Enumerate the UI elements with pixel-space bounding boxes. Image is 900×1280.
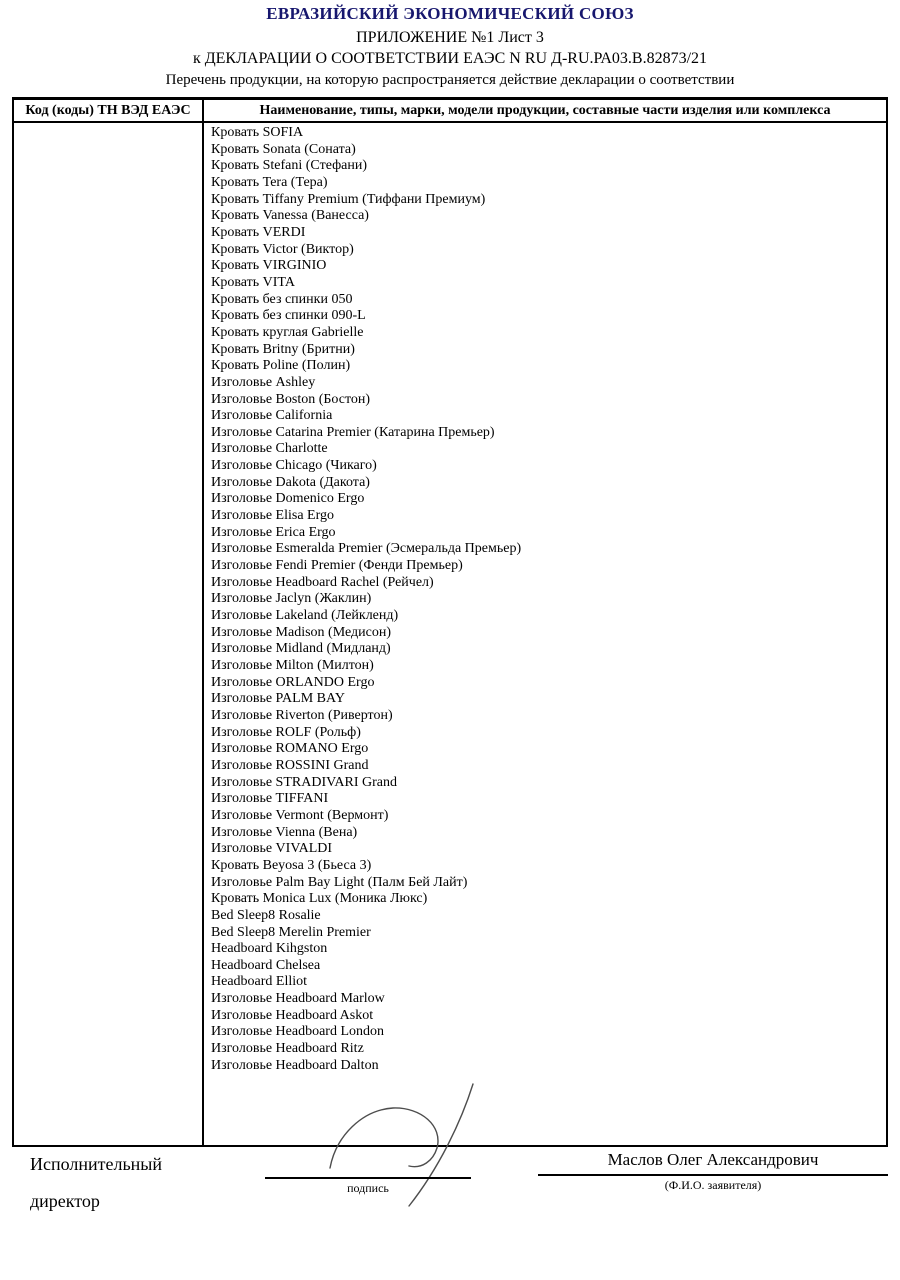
tnved-code-cell: [14, 123, 204, 1145]
product-item: Кровать VITA: [211, 274, 295, 290]
product-item: Изголовье Domenico Ergo: [211, 491, 365, 507]
product-item: Изголовье Charlotte: [211, 441, 328, 457]
product-item: Bed Sleep8 Rosalie: [211, 907, 321, 923]
product-item: Изголовье Fendi Premier (Фенди Премьер): [211, 558, 463, 574]
appendix-subtitle: ПРИЛОЖЕНИЕ №1 Лист 3: [356, 29, 544, 46]
signature-field: [265, 1177, 471, 1196]
product-item: Кровать круглая Gabrielle: [211, 324, 364, 340]
product-item: Кровать без спинки 050: [211, 291, 353, 307]
table-header-row: [14, 100, 886, 123]
product-item: Кровать Poline (Полин): [211, 358, 351, 374]
union-title: ЕВРАЗИЙСКИЙ ЭКОНОМИЧЕСКИЙ СОЮЗ: [266, 4, 634, 23]
product-item: Изголовье California: [211, 408, 333, 424]
product-item: Изголовье ORLANDO Ergo: [211, 674, 375, 690]
product-item: Headboard Elliot: [211, 974, 308, 990]
product-item: Headboard Chelsea: [211, 957, 321, 973]
document-header: [0, 4, 900, 89]
product-item: Изголовье Vermont (Вермонт): [211, 807, 389, 823]
product-scope-line: Перечень продукции, на которую распространяется действие декларации о соответствии: [165, 72, 735, 88]
product-item: Кровать Sonata (Соната): [211, 141, 356, 157]
product-item: Изголовье Esmeralda Premier (Эсмеральда Премьер): [211, 541, 522, 557]
product-item: Изголовье Erica Ergo: [211, 524, 336, 540]
product-item: Изголовье ROMANO Ergo: [211, 741, 369, 757]
products-table: [12, 97, 888, 1147]
product-item: Изголовье Catarina Premier (Катарина Премьер): [211, 424, 495, 440]
product-item: Изголовье Headboard Dalton: [211, 1057, 379, 1073]
product-item: Bed Sleep8 Merelin Premier: [211, 924, 371, 940]
product-item: Изголовье Milton (Милтон): [211, 658, 374, 673]
product-item: Изголовье PALM BAY: [211, 691, 345, 707]
product-item: Кровать без спинки 090-L: [211, 308, 366, 324]
product-item: Изголовье Ashley: [211, 374, 316, 390]
product-item: Изголовье VIVALDI: [211, 841, 333, 857]
product-item: Изголовье Madison (Медисон): [211, 624, 391, 640]
applicant-name: Маслов Олег Александрович: [607, 1150, 819, 1169]
product-item: Изголовье Palm Bay Light (Палм Бей Лайт): [211, 874, 468, 890]
product-item: Изголовье TIFFANI: [211, 791, 329, 807]
product-item: Кровать SOFIA: [211, 125, 304, 140]
product-item: Кровать Tiffany Premium (Тиффани Премиум): [211, 191, 486, 207]
product-list: [204, 123, 886, 1145]
applicant-caption: (Ф.И.О. заявителя): [664, 1178, 762, 1192]
product-item: Изголовье Lakeland (Лейкленд): [211, 608, 399, 624]
column-header-tnved-code: Код (коды) ТН ВЭД ЕАЭС: [14, 100, 204, 121]
product-item: Изголовье Headboard Marlow: [211, 991, 385, 1007]
product-item: Изголовье Elisa Ergo: [211, 508, 334, 524]
table-body-row: [14, 123, 886, 1145]
product-item: Изголовье Chicago (Чикаго): [211, 458, 377, 474]
product-item: Кровать Vanessa (Ванесса): [211, 208, 369, 224]
product-item: Изголовье ROLF (Рольф): [211, 724, 361, 740]
product-item: Изголовье STRADIVARI Grand: [211, 774, 398, 790]
product-item: Изголовье Midland (Мидланд): [211, 641, 391, 657]
product-item: Кровать VERDI: [211, 224, 306, 240]
product-item: Изголовье Jaclyn (Жаклин): [211, 591, 372, 607]
product-item: Изголовье Headboard Rachel (Рейчел): [211, 574, 434, 590]
product-item: Headboard Kihgston: [211, 941, 328, 957]
signatory-role: Исполнительный директор: [30, 1154, 163, 1211]
product-item: Кровать Beyosa 3 (Бьеса 3): [211, 857, 372, 873]
signature-caption: подпись: [347, 1181, 389, 1195]
product-item: Изголовье Boston (Бостон): [211, 391, 371, 407]
declaration-number-line: к ДЕКЛАРАЦИИ О СООТВЕТСТВИИ ЕАЭС N RU Д-RU.РА03.В.82873/21: [192, 50, 708, 67]
product-item: Изголовье Riverton (Ривертон): [211, 707, 393, 723]
product-item: Кровать Victor (Виктор): [211, 241, 354, 257]
product-item: Изголовье Dakota (Дакота): [211, 474, 370, 490]
product-item: Изголовье ROSSINI Grand: [211, 757, 369, 773]
product-item: Изголовье Headboard Ritz: [211, 1041, 364, 1057]
product-item: Кровать Stefani (Стефани): [211, 158, 368, 174]
product-item: Изголовье Headboard Askot: [211, 1007, 374, 1023]
product-item: Изголовье Headboard London: [211, 1024, 385, 1040]
product-item: Изголовье Vienna (Вена): [211, 824, 358, 840]
applicant-field: [538, 1150, 888, 1193]
product-item: Кровать VIRGINIO: [211, 258, 327, 274]
product-item: Кровать Britny (Бритни): [211, 341, 355, 357]
product-item: Кровать Monica Lux (Моника Люкс): [211, 891, 428, 907]
product-item: Кровать Tera (Тера): [211, 174, 328, 190]
column-header-product-name: Наименование, типы, марки, модели продукции, составные части изделия или комплекса: [259, 103, 831, 118]
